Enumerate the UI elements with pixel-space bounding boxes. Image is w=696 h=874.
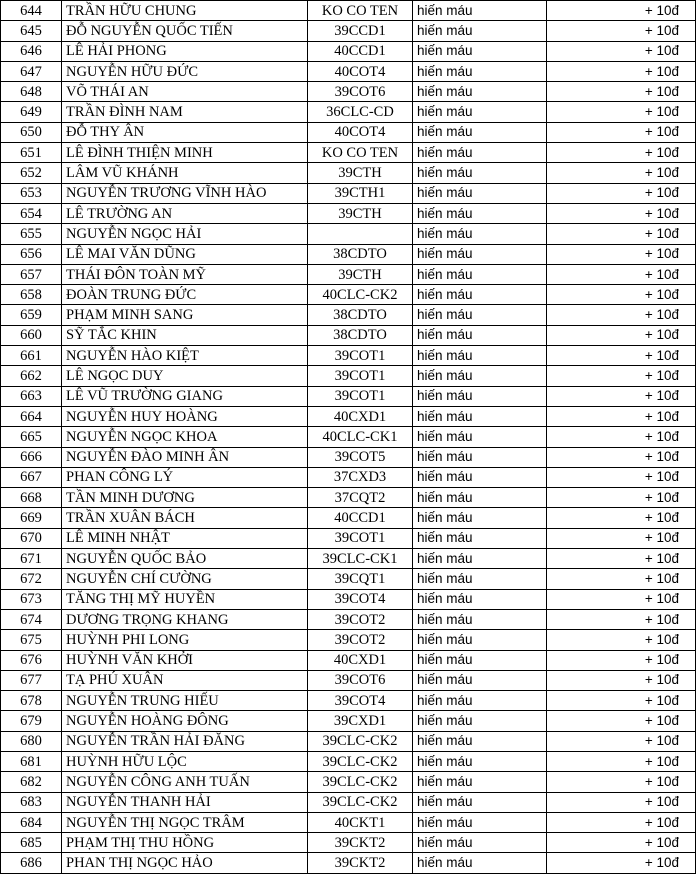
student-name-cell: LÊ TRƯỜNG AN <box>62 203 308 223</box>
table-row <box>1 447 696 467</box>
activity-cell: hiến máu <box>413 305 547 325</box>
points-cell: + 10đ <box>547 41 696 61</box>
student-name-cell: NGUYỄN CHÍ CƯỜNG <box>62 569 308 589</box>
class-code-cell: 36CLC-CD <box>308 102 413 122</box>
student-name-cell: THÁI ĐÔN TOÀN MỸ <box>62 264 308 284</box>
points-cell: + 10đ <box>547 224 696 244</box>
activity-cell: hiến máu <box>413 264 547 284</box>
row-number-cell: 667 <box>1 467 62 487</box>
table-row <box>1 731 696 751</box>
student-name-cell: DƯƠNG TRỌNG KHANG <box>62 609 308 629</box>
student-name-cell: NGUYỄN THANH HẢI <box>62 792 308 812</box>
class-code-cell: 40CCD1 <box>308 41 413 61</box>
row-number-cell: 652 <box>1 163 62 183</box>
points-cell: + 10đ <box>547 264 696 284</box>
points-cell: + 10đ <box>547 569 696 589</box>
table-row <box>1 670 696 690</box>
points-cell: + 10đ <box>547 650 696 670</box>
table-row <box>1 102 696 122</box>
activity-cell: hiến máu <box>413 163 547 183</box>
points-cell: + 10đ <box>547 488 696 508</box>
activity-cell: hiến máu <box>413 41 547 61</box>
table-row <box>1 467 696 487</box>
class-code-cell: 39COT1 <box>308 528 413 548</box>
row-number-cell: 645 <box>1 21 62 41</box>
student-name-cell: NGUYỄN HÀO KIỆT <box>62 346 308 366</box>
activity-cell: hiến máu <box>413 711 547 731</box>
class-code-cell: 40COT4 <box>308 61 413 81</box>
activity-cell: hiến máu <box>413 772 547 792</box>
row-number-cell: 662 <box>1 366 62 386</box>
row-number-cell: 647 <box>1 61 62 81</box>
row-number-cell: 668 <box>1 488 62 508</box>
points-cell: + 10đ <box>547 833 696 853</box>
points-cell: + 10đ <box>547 163 696 183</box>
row-number-cell: 658 <box>1 285 62 305</box>
row-number-cell: 655 <box>1 224 62 244</box>
class-code-cell: 39CLC-CK2 <box>308 772 413 792</box>
class-code-cell: 39CLC-CK2 <box>308 731 413 751</box>
student-name-cell: ĐỖ THY ÂN <box>62 122 308 142</box>
student-name-cell: LÊ MINH NHẬT <box>62 528 308 548</box>
class-code-cell: 39CXD1 <box>308 711 413 731</box>
row-number-cell: 654 <box>1 203 62 223</box>
row-number-cell: 684 <box>1 812 62 832</box>
row-number-cell: 685 <box>1 833 62 853</box>
table-row <box>1 163 696 183</box>
points-cell: + 10đ <box>547 346 696 366</box>
class-code-cell: 39COT1 <box>308 366 413 386</box>
table-row <box>1 549 696 569</box>
table-row <box>1 792 696 812</box>
student-name-cell: NGUYỄN NGỌC KHOA <box>62 427 308 447</box>
table-row <box>1 650 696 670</box>
class-code-cell: 40CLC-CK1 <box>308 427 413 447</box>
activity-cell: hiến máu <box>413 102 547 122</box>
table-row <box>1 427 696 447</box>
points-cell: + 10đ <box>547 609 696 629</box>
points-cell: + 10đ <box>547 751 696 771</box>
points-cell: + 10đ <box>547 670 696 690</box>
points-cell: + 10đ <box>547 731 696 751</box>
row-number-cell: 680 <box>1 731 62 751</box>
row-number-cell: 665 <box>1 427 62 447</box>
student-name-cell: LÊ VŨ TRƯỜNG GIANG <box>62 386 308 406</box>
activity-cell: hiến máu <box>413 488 547 508</box>
activity-cell: hiến máu <box>413 346 547 366</box>
table-row <box>1 386 696 406</box>
student-name-cell: NGUYỄN HUY HOÀNG <box>62 406 308 426</box>
roster-table-body <box>1 1 696 874</box>
activity-cell: hiến máu <box>413 467 547 487</box>
table-row <box>1 569 696 589</box>
points-cell: + 10đ <box>547 691 696 711</box>
table-row <box>1 305 696 325</box>
row-number-cell: 659 <box>1 305 62 325</box>
student-name-cell: NGUYỄN CÔNG ANH TUẤN <box>62 772 308 792</box>
class-code-cell: KO CO TEN <box>308 143 413 163</box>
points-cell: + 10đ <box>547 447 696 467</box>
points-cell: + 10đ <box>547 285 696 305</box>
row-number-cell: 666 <box>1 447 62 467</box>
activity-cell: hiến máu <box>413 203 547 223</box>
student-name-cell: NGUYỄN ĐÀO MINH ÂN <box>62 447 308 467</box>
row-number-cell: 674 <box>1 609 62 629</box>
activity-cell: hiến máu <box>413 569 547 589</box>
points-cell: + 10đ <box>547 406 696 426</box>
points-cell: + 10đ <box>547 792 696 812</box>
activity-cell: hiến máu <box>413 812 547 832</box>
table-row <box>1 609 696 629</box>
row-number-cell: 664 <box>1 406 62 426</box>
activity-cell: hiến máu <box>413 143 547 163</box>
student-name-cell: HUỲNH VĂN KHỞI <box>62 650 308 670</box>
class-code-cell: 39CTH <box>308 163 413 183</box>
row-number-cell: 675 <box>1 630 62 650</box>
table-row <box>1 833 696 853</box>
student-name-cell: LÊ MAI VĂN DŨNG <box>62 244 308 264</box>
class-code-cell: 39COT4 <box>308 589 413 609</box>
table-row <box>1 691 696 711</box>
table-row <box>1 630 696 650</box>
points-cell: + 10đ <box>547 143 696 163</box>
row-number-cell: 649 <box>1 102 62 122</box>
student-name-cell: HUỲNH PHI LONG <box>62 630 308 650</box>
row-number-cell: 644 <box>1 1 62 21</box>
activity-cell: hiến máu <box>413 427 547 447</box>
table-row <box>1 325 696 345</box>
activity-cell: hiến máu <box>413 82 547 102</box>
student-name-cell: NGUYỄN NGỌC HẢI <box>62 224 308 244</box>
class-code-cell: 39COT4 <box>308 691 413 711</box>
student-name-cell: PHAN CÔNG LÝ <box>62 467 308 487</box>
class-code-cell: 40CXD1 <box>308 650 413 670</box>
class-code-cell: 39CLC-CK1 <box>308 549 413 569</box>
student-name-cell: PHẠM THỊ THU HỒNG <box>62 833 308 853</box>
class-code-cell: 40CLC-CK2 <box>308 285 413 305</box>
class-code-cell: 40CKT1 <box>308 812 413 832</box>
points-cell: + 10đ <box>547 711 696 731</box>
student-name-cell: ĐỖ NGUYỄN QUỐC TIẾN <box>62 21 308 41</box>
class-code-cell: 38CDTO <box>308 325 413 345</box>
student-name-cell: PHẠM MINH SANG <box>62 305 308 325</box>
class-code-cell: 39COT1 <box>308 346 413 366</box>
activity-cell: hiến máu <box>413 366 547 386</box>
class-code-cell: 39COT5 <box>308 447 413 467</box>
row-number-cell: 678 <box>1 691 62 711</box>
row-number-cell: 686 <box>1 853 62 873</box>
row-number-cell: 663 <box>1 386 62 406</box>
activity-cell: hiến máu <box>413 609 547 629</box>
student-name-cell: NGUYỄN HỮU ĐỨC <box>62 61 308 81</box>
row-number-cell: 657 <box>1 264 62 284</box>
class-code-cell: 39CTH <box>308 264 413 284</box>
table-row <box>1 82 696 102</box>
points-cell: + 10đ <box>547 630 696 650</box>
student-name-cell: NGUYỄN TRUNG HIẾU <box>62 691 308 711</box>
points-cell: + 10đ <box>547 427 696 447</box>
class-code-cell: 39CLC-CK2 <box>308 751 413 771</box>
class-code-cell: 37CQT2 <box>308 488 413 508</box>
points-cell: + 10đ <box>547 853 696 873</box>
class-code-cell: 40CXD1 <box>308 406 413 426</box>
row-number-cell: 646 <box>1 41 62 61</box>
row-number-cell: 676 <box>1 650 62 670</box>
class-code-cell: 39CLC-CK2 <box>308 792 413 812</box>
table-row <box>1 224 696 244</box>
activity-cell: hiến máu <box>413 21 547 41</box>
activity-cell: hiến máu <box>413 691 547 711</box>
points-cell: + 10đ <box>547 508 696 528</box>
table-row <box>1 711 696 731</box>
activity-cell: hiến máu <box>413 630 547 650</box>
student-name-cell: NGUYỄN TRƯƠNG VĨNH HÀO <box>62 183 308 203</box>
student-name-cell: PHAN THỊ NGỌC HẢO <box>62 853 308 873</box>
row-number-cell: 650 <box>1 122 62 142</box>
row-number-cell: 660 <box>1 325 62 345</box>
points-cell: + 10đ <box>547 549 696 569</box>
activity-cell: hiến máu <box>413 325 547 345</box>
points-cell: + 10đ <box>547 61 696 81</box>
points-cell: + 10đ <box>547 467 696 487</box>
student-name-cell: NGUYỄN TRẦN HẢI ĐĂNG <box>62 731 308 751</box>
activity-cell: hiến máu <box>413 183 547 203</box>
row-number-cell: 682 <box>1 772 62 792</box>
row-number-cell: 653 <box>1 183 62 203</box>
activity-cell: hiến máu <box>413 549 547 569</box>
student-name-cell: LÊ ĐÌNH THIỆN MINH <box>62 143 308 163</box>
class-code-cell: 39COT6 <box>308 670 413 690</box>
student-name-cell: TRẦN ĐÌNH NAM <box>62 102 308 122</box>
row-number-cell: 648 <box>1 82 62 102</box>
activity-cell: hiến máu <box>413 650 547 670</box>
student-name-cell: VÕ THÁI AN <box>62 82 308 102</box>
class-code-cell: KO CO TEN <box>308 1 413 21</box>
table-row <box>1 853 696 873</box>
table-row <box>1 61 696 81</box>
row-number-cell: 670 <box>1 528 62 548</box>
activity-cell: hiến máu <box>413 751 547 771</box>
activity-cell: hiến máu <box>413 792 547 812</box>
activity-cell: hiến máu <box>413 589 547 609</box>
class-code-cell: 39CTH <box>308 203 413 223</box>
row-number-cell: 673 <box>1 589 62 609</box>
points-cell: + 10đ <box>547 366 696 386</box>
points-cell: + 10đ <box>547 21 696 41</box>
class-code-cell: 37CXD3 <box>308 467 413 487</box>
activity-cell: hiến máu <box>413 731 547 751</box>
student-name-cell: TĂNG THỊ MỸ HUYỀN <box>62 589 308 609</box>
activity-cell: hiến máu <box>413 244 547 264</box>
row-number-cell: 651 <box>1 143 62 163</box>
row-number-cell: 669 <box>1 508 62 528</box>
student-name-cell: TRẦN HỮU CHUNG <box>62 1 308 21</box>
activity-cell: hiến máu <box>413 285 547 305</box>
table-row <box>1 285 696 305</box>
table-row <box>1 508 696 528</box>
row-number-cell: 656 <box>1 244 62 264</box>
points-cell: + 10đ <box>547 203 696 223</box>
student-name-cell: TẦN MINH DƯƠNG <box>62 488 308 508</box>
student-name-cell: LÊ NGỌC DUY <box>62 366 308 386</box>
table-row <box>1 1 696 21</box>
student-name-cell: NGUYỄN THỊ NGỌC TRÂM <box>62 812 308 832</box>
student-name-cell: ĐOÀN TRUNG ĐỨC <box>62 285 308 305</box>
class-code-cell: 38CDTO <box>308 244 413 264</box>
activity-cell: hiến máu <box>413 447 547 467</box>
class-code-cell: 39CKT2 <box>308 853 413 873</box>
points-cell: + 10đ <box>547 589 696 609</box>
table-row <box>1 528 696 548</box>
activity-cell: hiến máu <box>413 61 547 81</box>
points-cell: + 10đ <box>547 82 696 102</box>
student-name-cell: HUỲNH HỮU LỘC <box>62 751 308 771</box>
table-row <box>1 143 696 163</box>
points-cell: + 10đ <box>547 325 696 345</box>
student-name-cell: LÊ HẢI PHONG <box>62 41 308 61</box>
activity-cell: hiến máu <box>413 122 547 142</box>
activity-cell: hiến máu <box>413 406 547 426</box>
points-cell: + 10đ <box>547 528 696 548</box>
row-number-cell: 679 <box>1 711 62 731</box>
row-number-cell: 672 <box>1 569 62 589</box>
row-number-cell: 671 <box>1 549 62 569</box>
points-cell: + 10đ <box>547 812 696 832</box>
row-number-cell: 661 <box>1 346 62 366</box>
class-code-cell <box>308 224 413 244</box>
class-code-cell: 39COT2 <box>308 630 413 650</box>
points-cell: + 10đ <box>547 305 696 325</box>
activity-cell: hiến máu <box>413 670 547 690</box>
student-name-cell: LÂM VŨ KHÁNH <box>62 163 308 183</box>
row-number-cell: 677 <box>1 670 62 690</box>
student-name-cell: NGUYỄN HOÀNG ĐÔNG <box>62 711 308 731</box>
points-cell: + 10đ <box>547 386 696 406</box>
table-row <box>1 812 696 832</box>
class-code-cell: 39CQT1 <box>308 569 413 589</box>
class-code-cell: 39COT1 <box>308 386 413 406</box>
points-cell: + 10đ <box>547 1 696 21</box>
table-row <box>1 203 696 223</box>
activity-cell: hiến máu <box>413 853 547 873</box>
class-code-cell: 40CCD1 <box>308 508 413 528</box>
table-row <box>1 406 696 426</box>
activity-cell: hiến máu <box>413 224 547 244</box>
activity-cell: hiến máu <box>413 833 547 853</box>
activity-cell: hiến máu <box>413 386 547 406</box>
table-row <box>1 183 696 203</box>
activity-cell: hiến máu <box>413 1 547 21</box>
class-code-cell: 40COT4 <box>308 122 413 142</box>
points-cell: + 10đ <box>547 244 696 264</box>
table-row <box>1 264 696 284</box>
table-row <box>1 21 696 41</box>
row-number-cell: 683 <box>1 792 62 812</box>
activity-cell: hiến máu <box>413 528 547 548</box>
class-code-cell: 39CCD1 <box>308 21 413 41</box>
table-row <box>1 122 696 142</box>
points-cell: + 10đ <box>547 772 696 792</box>
points-cell: + 10đ <box>547 122 696 142</box>
points-cell: + 10đ <box>547 102 696 122</box>
table-row <box>1 488 696 508</box>
activity-cell: hiến máu <box>413 508 547 528</box>
table-row <box>1 772 696 792</box>
class-code-cell: 39COT2 <box>308 609 413 629</box>
table-row <box>1 244 696 264</box>
table-row <box>1 41 696 61</box>
class-code-cell: 39CKT2 <box>308 833 413 853</box>
class-code-cell: 39CTH1 <box>308 183 413 203</box>
row-number-cell: 681 <box>1 751 62 771</box>
student-name-cell: TRẦN XUÂN BÁCH <box>62 508 308 528</box>
class-code-cell: 38CDTO <box>308 305 413 325</box>
student-name-cell: TẠ PHÚ XUÂN <box>62 670 308 690</box>
table-row <box>1 366 696 386</box>
student-name-cell: SỸ TẮC KHIN <box>62 325 308 345</box>
class-code-cell: 39COT6 <box>308 82 413 102</box>
table-row <box>1 346 696 366</box>
table-row <box>1 751 696 771</box>
student-name-cell: NGUYỄN QUỐC BẢO <box>62 549 308 569</box>
table-row <box>1 589 696 609</box>
points-cell: + 10đ <box>547 183 696 203</box>
